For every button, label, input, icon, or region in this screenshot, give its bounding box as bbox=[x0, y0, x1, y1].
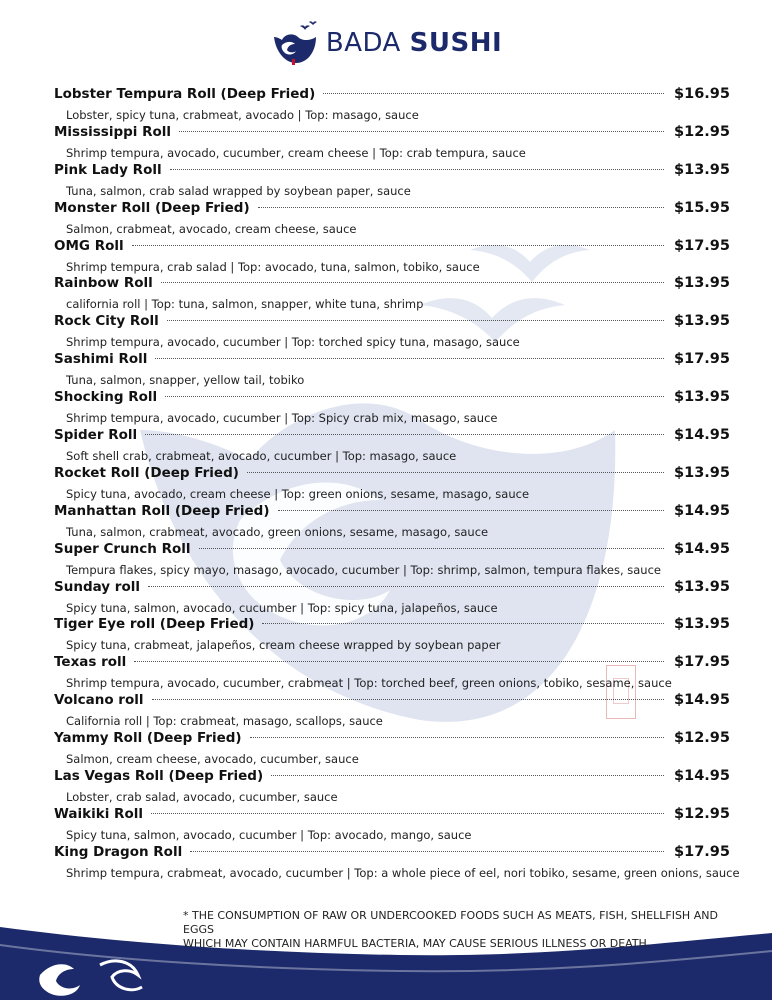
brand-name-light: BADA bbox=[325, 28, 401, 58]
dot-leader bbox=[179, 131, 664, 132]
menu-item-row bbox=[54, 541, 730, 561]
menu-item-description: Salmon, cream cheese, avocado, cucumber, sauce bbox=[66, 752, 359, 767]
menu-item-name: Mississippi Roll bbox=[54, 123, 172, 140]
menu-item-name: Rock City Roll bbox=[54, 313, 159, 330]
menu-item-description: Shrimp tempura, avocado, cucumber, cream cheese | Top: crab tempura, sauce bbox=[66, 145, 526, 160]
dot-leader bbox=[134, 661, 664, 662]
header bbox=[0, 18, 772, 68]
dot-leader bbox=[161, 282, 664, 283]
menu-item bbox=[54, 275, 730, 313]
menu-item-description: Spicy tuna, salmon, avocado, cucumber | Top: avocado, mango, sauce bbox=[66, 827, 472, 842]
menu-item bbox=[54, 465, 730, 503]
menu-item bbox=[54, 389, 730, 427]
dot-leader bbox=[247, 472, 664, 473]
notice-line-2: WHICH MAY CONTAIN HARMFUL BACTERIA, MAY CAUSE SERIOUS ILLNESS OR DEATH. bbox=[183, 937, 651, 950]
menu-item-name: Rainbow Roll bbox=[54, 275, 153, 292]
menu-item-name: Manhattan Roll (Deep Fried) bbox=[54, 502, 270, 519]
dot-leader bbox=[323, 93, 664, 94]
menu-item-description: Tuna, salmon, snapper, yellow tail, tobiko bbox=[66, 373, 305, 388]
menu-item bbox=[54, 313, 730, 351]
menu-item bbox=[54, 616, 730, 654]
menu-item bbox=[54, 124, 730, 162]
menu-item-row bbox=[54, 579, 730, 599]
menu-item-price: $17.95 bbox=[674, 237, 730, 254]
menu-item-description: Spicy tuna, avocado, cream cheese | Top: green onions, sesame, masago, sauce bbox=[66, 486, 530, 501]
notice-line-1: * THE CONSUMPTION OF RAW OR UNDERCOOKED FOODS SUCH AS MEATS, FISH, SHELLFISH AND EGGS bbox=[183, 909, 718, 936]
menu-item-description: Spicy tuna, crabmeat, jalapeños, cream cheese wrapped by soybean paper bbox=[66, 638, 501, 653]
menu-item bbox=[54, 806, 730, 844]
menu-item-name: Las Vegas Roll (Deep Fried) bbox=[54, 768, 264, 785]
menu-item-price: $13.95 bbox=[674, 389, 730, 406]
menu-item-row bbox=[54, 730, 730, 750]
menu-item-price: $16.95 bbox=[674, 86, 730, 102]
menu-item bbox=[54, 768, 730, 806]
menu-item-description: Salmon, crabmeat, avocado, cream cheese, sauce bbox=[66, 221, 357, 236]
menu-item-description: Shrimp tempura, avocado, cucumber, crabmeat | Top: torched beef, green onions, tobiko, sesame, sauce bbox=[66, 676, 672, 691]
menu-item-price: $12.95 bbox=[674, 805, 730, 822]
menu-item-row bbox=[54, 86, 730, 106]
menu-item-description: Lobster, spicy tuna, crabmeat, avocado | Top: masago, sauce bbox=[66, 108, 419, 122]
menu-item-price: $14.95 bbox=[674, 692, 730, 709]
menu-item-description: Tuna, salmon, crabmeat, avocado, green onions, sesame, masago, sauce bbox=[66, 524, 489, 539]
menu-item-price: $14.95 bbox=[674, 768, 730, 785]
menu-item-name: Super Crunch Roll bbox=[54, 540, 191, 557]
brand-name-bold: SUSHI bbox=[409, 28, 503, 58]
menu-item bbox=[54, 200, 730, 238]
menu-item-price: $13.95 bbox=[674, 161, 730, 178]
menu-item-name: Texas roll bbox=[54, 654, 127, 671]
dot-leader bbox=[148, 586, 664, 587]
dot-leader bbox=[250, 737, 664, 738]
menu-item-row bbox=[54, 844, 730, 864]
menu-item-row bbox=[54, 238, 730, 258]
dot-leader bbox=[262, 623, 664, 624]
menu-item bbox=[54, 86, 730, 124]
menu-item-name: Sashimi Roll bbox=[54, 351, 148, 368]
menu-list bbox=[54, 86, 740, 882]
menu-item-name: Spider Roll bbox=[54, 427, 138, 444]
menu-item-description: Lobster, crab salad, avocado, cucumber, sauce bbox=[66, 790, 338, 805]
dot-leader bbox=[278, 510, 665, 511]
food-safety-notice bbox=[183, 909, 743, 951]
menu-item-name: Yammy Roll (Deep Fried) bbox=[54, 730, 242, 747]
menu-item-price: $13.95 bbox=[674, 578, 730, 595]
menu-item-price: $14.95 bbox=[674, 540, 730, 557]
menu-item bbox=[54, 427, 730, 465]
menu-item-description: Shrimp tempura, avocado, cucumber | Top: torched spicy tuna, masago, sauce bbox=[66, 335, 520, 350]
menu-item-name: Waikiki Roll bbox=[54, 805, 143, 822]
menu-item-price: $12.95 bbox=[674, 730, 730, 747]
menu-item-row bbox=[54, 654, 730, 674]
menu-item bbox=[54, 579, 730, 617]
menu-item-description: California roll | Top: crabmeat, masago, scallops, sauce bbox=[66, 714, 383, 729]
menu-item-description: Soft shell crab, crabmeat, avocado, cucumber | Top: masago, sauce bbox=[66, 449, 457, 464]
menu-item-row bbox=[54, 313, 730, 333]
menu-item-row bbox=[54, 768, 730, 788]
menu-item-name: Pink Lady Roll bbox=[54, 161, 162, 178]
menu-item-row bbox=[54, 351, 730, 371]
menu-item bbox=[54, 238, 730, 276]
menu-item-price: $13.95 bbox=[674, 616, 730, 633]
menu-item-name: Volcano roll bbox=[54, 692, 144, 709]
menu-item bbox=[54, 843, 740, 882]
menu-item-name: OMG Roll bbox=[54, 237, 124, 254]
menu-item bbox=[54, 162, 730, 200]
menu-item-row bbox=[54, 692, 730, 712]
menu-item-description: Tempura flakes, spicy mayo, masago, avocado, cucumber | Top: shrimp, salmon, tempura flakes, sauce bbox=[66, 562, 661, 577]
menu-item bbox=[54, 351, 730, 389]
menu-item-name: Lobster Tempura Roll (Deep Fried) bbox=[54, 86, 316, 102]
menu-item-price: $13.95 bbox=[674, 464, 730, 481]
dot-leader bbox=[190, 851, 664, 852]
menu-item bbox=[54, 692, 730, 730]
dot-leader bbox=[155, 358, 664, 359]
menu-item-row bbox=[54, 162, 730, 182]
menu-item-row bbox=[54, 465, 730, 485]
menu-item-name: Sunday roll bbox=[54, 578, 140, 595]
menu-item-name: King Dragon Roll bbox=[54, 843, 183, 860]
menu-item-price: $17.95 bbox=[674, 654, 730, 671]
menu-item-description: Tuna, salmon, crab salad wrapped by soybean paper, sauce bbox=[66, 183, 411, 198]
menu-item-row bbox=[54, 124, 730, 144]
bowl-logo-icon bbox=[270, 21, 320, 65]
menu-item bbox=[54, 654, 730, 692]
brand-name bbox=[326, 28, 502, 58]
dot-leader bbox=[145, 434, 664, 435]
menu-item-price: $17.95 bbox=[674, 843, 730, 860]
menu-item-name: Monster Roll (Deep Fried) bbox=[54, 199, 250, 216]
menu-item-price: $14.95 bbox=[674, 427, 730, 444]
menu-item-price: $13.95 bbox=[674, 313, 730, 330]
menu-item-description: Spicy tuna, salmon, avocado, cucumber | Top: spicy tuna, jalapeños, sauce bbox=[66, 600, 498, 615]
menu-item-description: california roll | Top: tuna, salmon, snapper, white tuna, shrimp bbox=[66, 297, 424, 312]
menu-item bbox=[54, 541, 730, 579]
menu-item-description: Shrimp tempura, crab salad | Top: avocado, tuna, salmon, tobiko, sauce bbox=[66, 259, 480, 274]
menu-item-name: Shocking Roll bbox=[54, 389, 158, 406]
dot-leader bbox=[165, 396, 664, 397]
menu-item-price: $13.95 bbox=[674, 275, 730, 292]
dot-leader bbox=[271, 775, 664, 776]
dot-leader bbox=[199, 548, 664, 549]
menu-item-price: $12.95 bbox=[674, 123, 730, 140]
menu-item-row bbox=[54, 616, 730, 636]
menu-item-description: Shrimp tempura, crabmeat, avocado, cucumber | Top: a whole piece of eel, nori tobiko, sesame, green onions, sauce bbox=[66, 865, 740, 880]
dot-leader bbox=[151, 813, 664, 814]
menu-item-name: Tiger Eye roll (Deep Fried) bbox=[54, 616, 255, 633]
menu-item-row bbox=[54, 503, 730, 523]
menu-item-row bbox=[54, 275, 730, 295]
menu-item bbox=[54, 730, 730, 768]
menu-item bbox=[54, 503, 730, 541]
menu-item-row bbox=[54, 200, 730, 220]
dot-leader bbox=[167, 320, 664, 321]
menu-item-price: $14.95 bbox=[674, 502, 730, 519]
dot-leader bbox=[258, 207, 664, 208]
menu-item-row bbox=[54, 806, 730, 826]
menu-item-description: Shrimp tempura, avocado, cucumber | Top: Spicy crab mix, masago, sauce bbox=[66, 411, 498, 426]
menu-item-price: $15.95 bbox=[674, 199, 730, 216]
menu-item-row bbox=[54, 427, 730, 447]
menu-item-name: Rocket Roll (Deep Fried) bbox=[54, 464, 239, 481]
menu-item-price: $17.95 bbox=[674, 351, 730, 368]
dot-leader bbox=[152, 699, 665, 700]
dot-leader bbox=[170, 169, 664, 170]
menu-item-row bbox=[54, 389, 730, 409]
dot-leader bbox=[132, 245, 664, 246]
